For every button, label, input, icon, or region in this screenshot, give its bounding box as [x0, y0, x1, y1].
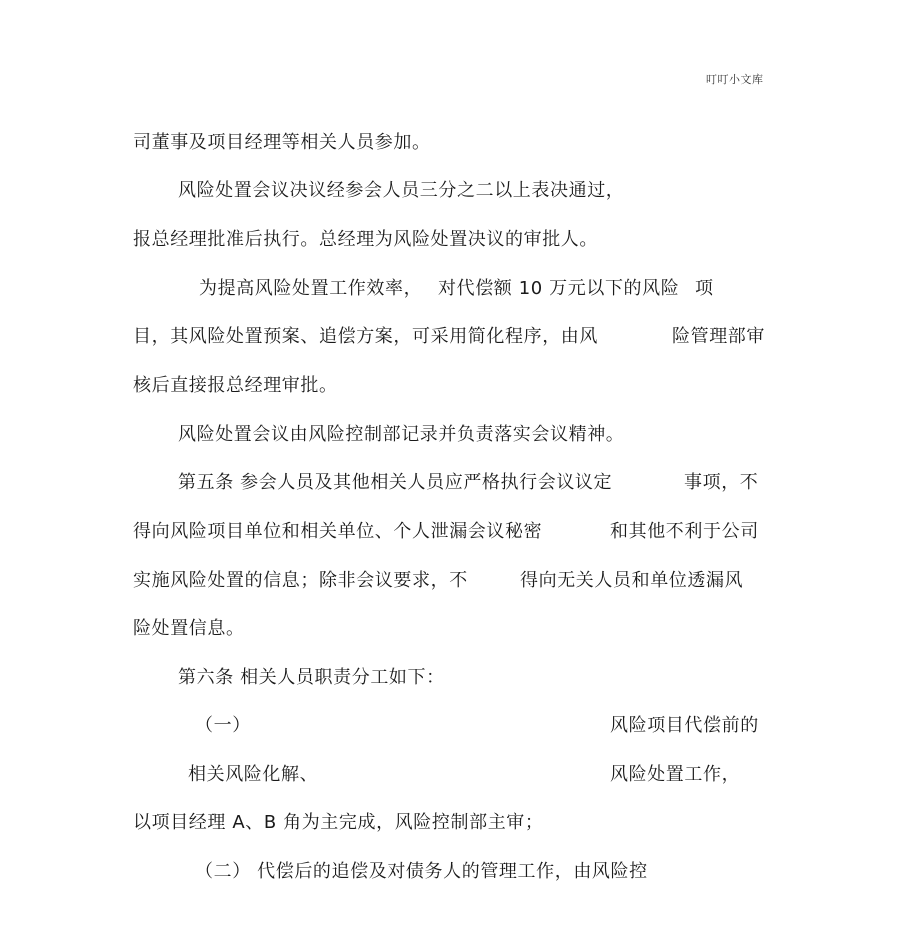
header-source: 叮叮小文库 — [706, 73, 764, 86]
text-line: （一） — [195, 715, 251, 736]
text-line: 为提高风险处置工作效率， — [199, 278, 423, 299]
text-line: 和其他不利于公司 — [610, 521, 759, 542]
text-line: 目，其风险处置预案、追偿方案，可采用简化程序，由风 — [133, 326, 598, 347]
text-line: 险管理部审 — [672, 326, 765, 347]
text-line: 风险处置工作， — [610, 764, 741, 785]
text-line: 得向无关人员和单位透漏风 — [520, 570, 744, 591]
text-line: 司董事及项目经理等相关人员参加。 — [133, 132, 431, 153]
text-line: （二） 代偿后的追偿及对债务人的管理工作，由风险控 — [195, 861, 648, 882]
text-line: 第六条 相关人员职责分工如下： — [178, 667, 445, 688]
text-line: 实施风险处置的信息；除非会议要求，不 — [133, 570, 468, 591]
text-line: 风险处置会议由风险控制部记录并负责落实会议精神。 — [178, 424, 625, 445]
text-line: 项 — [695, 278, 714, 299]
text-line: 第五条 参会人员及其他相关人员应严格执行会议议定 — [178, 472, 613, 493]
text-line: 报总经理批准后执行。总经理为风险处置决议的审批人。 — [133, 229, 598, 250]
text-line: 事项，不 — [684, 472, 759, 493]
text-line: 风险项目代偿前的 — [610, 715, 759, 736]
text-line: 险处置信息。 — [133, 618, 245, 639]
text-line: 风险处置会议决议经参会人员三分之二以上表决通过， — [178, 180, 625, 201]
text-line: 得向风险项目单位和相关单位、个人泄漏会议秘密 — [133, 521, 543, 542]
text-line: 核后直接报总经理审批。 — [133, 375, 338, 396]
text-line: 以项目经理 A、B 角为主完成，风险控制部主审； — [133, 812, 544, 833]
text-line: 对代偿额 10 万元以下的风险 — [438, 278, 680, 299]
text-line: 相关风险化解、 — [188, 764, 319, 785]
